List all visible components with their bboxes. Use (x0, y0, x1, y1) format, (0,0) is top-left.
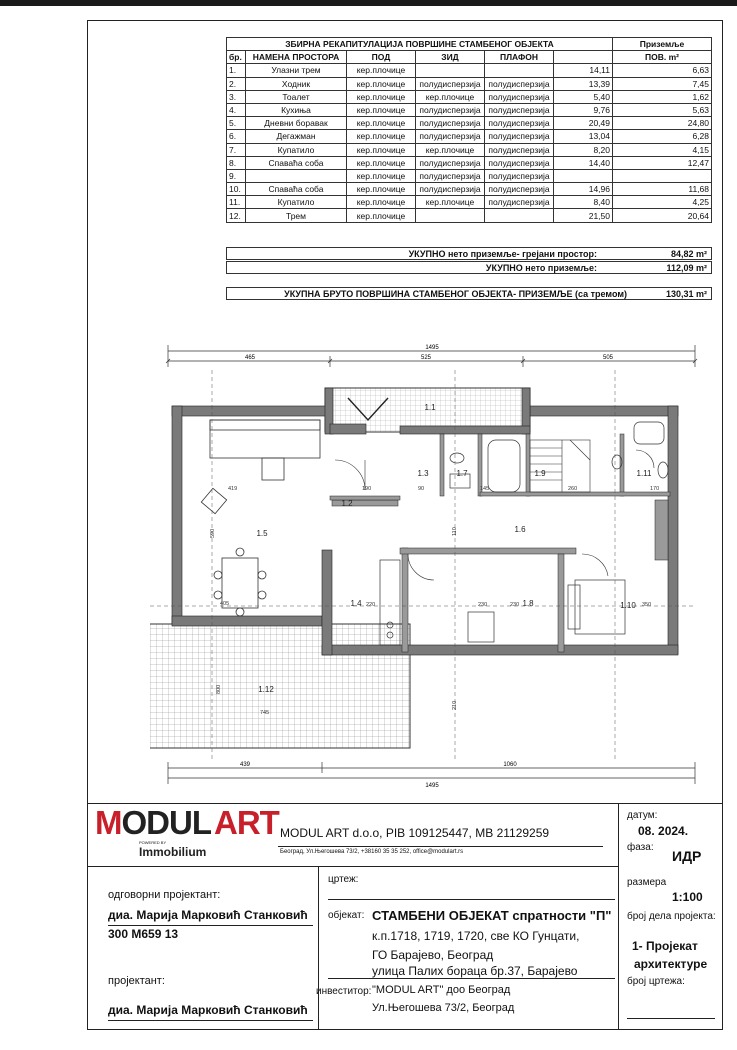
table-cell (554, 169, 613, 182)
table-cell: полудисперзија (416, 183, 485, 196)
table-row (227, 77, 712, 90)
table-cell: 9,76 (554, 103, 613, 116)
sofa (210, 420, 320, 480)
scale-label: размера (627, 877, 667, 888)
dim-total-top: 1495 (425, 345, 439, 351)
table-cell: 13,04 (554, 130, 613, 143)
header-area: ПОВ. m² (613, 51, 712, 64)
designer-underline (108, 1020, 313, 1021)
chief-designer-license: 300 М659 13 (108, 927, 179, 941)
table-cell: 7. (227, 143, 246, 156)
drawing-number-label: број цртежа: (627, 976, 685, 987)
table-cell: 20,49 (554, 117, 613, 130)
table-cell: 6,63 (613, 64, 712, 77)
dim-inner-590: 590 (210, 528, 216, 538)
dim-top-2: 525 (420, 355, 432, 361)
dim-bottom-1: 439 (239, 762, 251, 768)
header-wall: ЗИД (416, 51, 485, 64)
dim-bottom-2: 1060 (503, 762, 517, 768)
table-cell: 14,96 (554, 183, 613, 196)
table-cell: полудисперзија (485, 103, 554, 116)
table-header-row (227, 51, 712, 64)
logo-art: ART (214, 804, 279, 841)
room-1-2: 1.2 (341, 499, 353, 508)
table-cell: полудисперзија (485, 156, 554, 169)
table-cell: кер.плочице (416, 143, 485, 156)
dim-inner-170: 170 (650, 486, 660, 492)
interior-walls (330, 434, 670, 652)
table-cell: Трем (246, 209, 347, 222)
table-cell: кер.плочице (347, 130, 416, 143)
total-gross-value: 130,31 m² (665, 289, 707, 299)
table-row (227, 169, 712, 182)
table-cell: 8. (227, 156, 246, 169)
logo-odul: ODUL (121, 804, 211, 841)
door-swings (335, 450, 654, 580)
table-cell: 20,64 (613, 209, 712, 222)
table-cell: Спаваћа соба (246, 183, 347, 196)
dim-total-bottom: 1495 (425, 783, 439, 789)
table-cell: 4,15 (613, 143, 712, 156)
room-1-4: 1.4 (350, 599, 362, 608)
chief-designer-label: одговорни пројектант: (108, 889, 221, 901)
outer-walls (172, 388, 678, 655)
logo-m: M (95, 804, 122, 841)
dim-inner-210: 210 (452, 700, 458, 710)
table-cell: кер.плочице (347, 117, 416, 130)
total-net-label: УКУПНО нето приземље: (485, 263, 597, 273)
room-1-9: 1.9 (534, 469, 546, 478)
drawing-number-line (627, 1018, 715, 1019)
table-cell: 13,39 (554, 77, 613, 90)
table-row (227, 90, 712, 103)
table-row (227, 196, 712, 209)
header-floor: ПОД (347, 51, 416, 64)
object-line-1: СТАМБЕНИ ОБЈЕКАТ спратности "П" (372, 908, 612, 923)
room-1-5: 1.5 (256, 529, 268, 538)
table-cell: кер.плочице (347, 183, 416, 196)
header-purpose: НАМЕНА ПРОСТОРА (246, 51, 347, 64)
part-number-value-1: 1- Пројекат (632, 939, 698, 953)
table-cell (613, 169, 712, 182)
room-1-3: 1.3 (417, 469, 429, 478)
table-cell: Улазни трем (246, 64, 347, 77)
table-cell: полудисперзија (416, 77, 485, 90)
dim-inner-90: 90 (418, 486, 425, 492)
object-line-2: к.п.1718, 1719, 1720, све КО Гунцати, (372, 929, 580, 943)
dim-inner-745: 745 (260, 710, 270, 716)
table-cell: Купатило (246, 143, 347, 156)
total-heated-value: 84,82 m² (670, 249, 707, 259)
table-cell: полудисперзија (416, 103, 485, 116)
total-net-value: 112,09 m² (666, 263, 707, 273)
room-1-12: 1.12 (258, 685, 274, 694)
dim-top-3: 505 (602, 355, 614, 361)
room-1-7: 1.7 (456, 469, 468, 478)
part-number-value-2: архитектуре (634, 957, 708, 971)
date-value: 08. 2024. (638, 824, 689, 838)
dim-inner-190: 190 (362, 486, 372, 492)
total-heated-row (226, 247, 712, 260)
table-cell: 14,40 (554, 156, 613, 169)
table-cell: кер.плочице (347, 103, 416, 116)
dim-inner-230b: 230 (510, 602, 520, 608)
terrace-1-12 (150, 624, 410, 748)
object-label: објекат: (328, 910, 365, 921)
table-cell (416, 209, 485, 222)
table-row (227, 143, 712, 156)
table-cell: полудисперзија (416, 130, 485, 143)
designer-label: пројектант: (108, 975, 165, 987)
total-gross-label: УКУПНА БРУТО ПОВРШИНА СТАМБЕНОГ ОБЈЕКТА- ПРИЗЕМЉЕ (са тремом) (284, 289, 627, 299)
table-cell: 12. (227, 209, 246, 222)
table-cell: полудисперзија (485, 183, 554, 196)
table-title: ЗБИРНА РЕКАПИТУЛАЦИЈА ПОВРШИНЕ СТАМБЕНОГ ОБЈЕКТА (227, 38, 613, 51)
table-row (227, 156, 712, 169)
chief-designer-underline (108, 925, 313, 926)
staircase (530, 440, 590, 492)
room-1-6: 1.6 (514, 525, 526, 534)
phase-label: фаза: (627, 842, 654, 853)
table-cell: Кухиња (246, 103, 347, 116)
logo-powered-by: POWERED BY (139, 840, 167, 845)
titleblock-vertical-mid (318, 866, 319, 1030)
table-cell: Дегажман (246, 130, 347, 143)
bed (568, 580, 625, 634)
dim-inner-110: 110 (452, 527, 458, 536)
table-floor: Приземље (613, 38, 712, 51)
date-label: датум: (627, 810, 658, 821)
dim-inner-260: 260 (568, 486, 578, 492)
table-row (227, 183, 712, 196)
table-cell: 3. (227, 90, 246, 103)
part-number-label: број дела пројекта: (627, 911, 716, 922)
investor-line-1: "MODUL ART" доо Београд (372, 984, 511, 996)
table-cell: кер.плочице (347, 143, 416, 156)
table-cell: Дневни боравак (246, 117, 347, 130)
table-cell: 5,40 (554, 90, 613, 103)
dim-inner-145: 145 (480, 486, 490, 492)
table-cell (485, 209, 554, 222)
table-cell: 1,62 (613, 90, 712, 103)
object-line-4: улица Палих бораца бр.37, Барајево (372, 964, 578, 978)
titleblock-mid-line (87, 866, 618, 867)
table-cell: кер.плочице (347, 169, 416, 182)
investor-line-2: Ул.Његошева 73/2, Београд (372, 1002, 515, 1014)
floor-plan-drawing (150, 340, 710, 800)
table-cell: 6. (227, 130, 246, 143)
company-underline (278, 846, 603, 847)
table-row (227, 64, 712, 77)
room-1-11: 1.11 (636, 469, 652, 478)
table-cell: 7,45 (613, 77, 712, 90)
dim-top-1: 465 (244, 355, 256, 361)
designer-name: диа. Марија Марковић Станковић (108, 1003, 308, 1017)
table-cell: кер.плочице (347, 77, 416, 90)
table-cell: 5. (227, 117, 246, 130)
area-recap-table (226, 37, 712, 223)
table-row (227, 117, 712, 130)
room-1-8: 1.8 (522, 599, 534, 608)
scale-value: 1:100 (672, 890, 703, 904)
total-heated-label: УКУПНО нето приземље- грејани простор: (408, 249, 597, 259)
table-cell (485, 64, 554, 77)
total-gross-row (226, 287, 712, 300)
table-cell: 24,80 (613, 117, 712, 130)
total-net-row (226, 261, 712, 274)
table-cell: 1. (227, 64, 246, 77)
table-cell: 12,47 (613, 156, 712, 169)
table-cell: 11. (227, 196, 246, 209)
table-cell: 4,25 (613, 196, 712, 209)
dim-inner-405: 405 (220, 601, 230, 607)
dim-inner-230a: 230 (478, 602, 488, 608)
table-cell: кер.плочице (347, 156, 416, 169)
table-cell: Ходник (246, 77, 347, 90)
table-cell: полудисперзија (485, 169, 554, 182)
table-cell: 8,20 (554, 143, 613, 156)
table-cell: полудисперзија (485, 130, 554, 143)
table-cell: кер.плочице (347, 64, 416, 77)
dim-inner-800: 800 (216, 684, 222, 694)
investor-label: инвеститор: (316, 986, 372, 997)
table-cell: полудисперзија (485, 143, 554, 156)
table-cell: кер.плочице (347, 196, 416, 209)
table-cell: 4. (227, 103, 246, 116)
company-info: MODUL ART d.o.o, PIB 109125447, MB 21129259 (280, 826, 550, 840)
drawing-underline (328, 899, 615, 900)
table-cell: Спаваћа соба (246, 156, 347, 169)
table-cell: полудисперзија (416, 156, 485, 169)
table-cell: 5,63 (613, 103, 712, 116)
table-row (227, 209, 712, 222)
table-cell: 6,28 (613, 130, 712, 143)
table-row (227, 130, 712, 143)
logo-immobilium: Immobilium (139, 845, 207, 859)
table-cell: 21,50 (554, 209, 613, 222)
table-cell: Тоалет (246, 90, 347, 103)
modul-art-logo (95, 806, 279, 859)
table-cell: кер.плочице (416, 90, 485, 103)
room-1-1: 1.1 (424, 403, 436, 412)
titleblock-vertical-right (618, 803, 619, 1030)
table-cell: 2. (227, 77, 246, 90)
table-cell (246, 169, 347, 182)
header-empty (554, 51, 613, 64)
table-cell: полудисперзија (416, 117, 485, 130)
table-cell (416, 64, 485, 77)
header-no: бр. (227, 51, 246, 64)
table-cell: Купатило (246, 196, 347, 209)
top-dark-bar (0, 0, 737, 6)
drawing-label: цртеж: (328, 874, 359, 885)
header-ceiling: ПЛАФОН (485, 51, 554, 64)
table-cell: 8,40 (554, 196, 613, 209)
dim-inner-350: 350 (642, 602, 652, 608)
room-1-10: 1.10 (620, 601, 636, 610)
table-cell: полудисперзија (416, 169, 485, 182)
table-row (227, 103, 712, 116)
table-cell: полудисперзија (485, 90, 554, 103)
company-address: Београд, Ул.Његошева 73/2, +38160 35 35 252, office@modulart.rs (280, 849, 464, 855)
table-cell: 11,68 (613, 183, 712, 196)
armchair (201, 488, 226, 513)
chief-designer-name: диа. Марија Марковић Станковић (108, 908, 308, 922)
table-cell: кер.плочице (347, 209, 416, 222)
table-cell: кер.плочице (416, 196, 485, 209)
dim-inner-220: 220 (366, 602, 376, 608)
table-cell: кер.плочице (347, 90, 416, 103)
phase-value: ИДР (672, 848, 702, 864)
table-cell: полудисперзија (485, 117, 554, 130)
table-cell: 10. (227, 183, 246, 196)
table-cell: 9. (227, 169, 246, 182)
object-line-3: ГО Барајево, Београд (372, 948, 494, 962)
dim-inner-419: 419 (228, 486, 238, 492)
table-cell: полудисперзија (485, 196, 554, 209)
table-cell: полудисперзија (485, 77, 554, 90)
object-underline (328, 978, 615, 979)
table-cell: 14,11 (554, 64, 613, 77)
